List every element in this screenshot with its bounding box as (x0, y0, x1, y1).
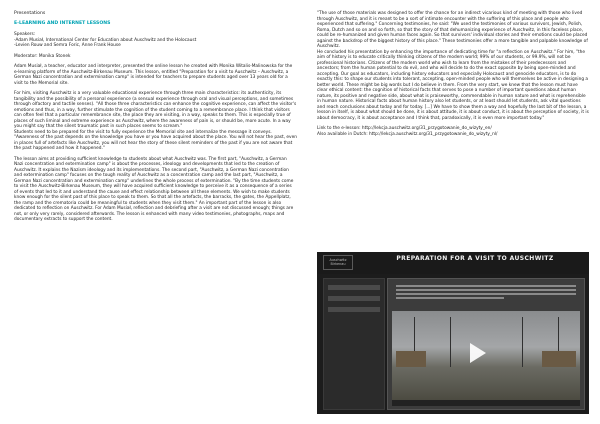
lesson-header (317, 252, 589, 274)
video-controls[interactable] (392, 400, 580, 406)
lesson-sidebar (323, 278, 385, 410)
article-heading: E-LEARNING AND INTERNET LESSONS (14, 21, 111, 26)
e-lesson-screenshot (317, 252, 589, 414)
dutch-lesson-link[interactable]: Also available in Dutch: http://lekcja.auschwitz.org/31_przygotowanie_do_wizyty_nl/ (317, 131, 498, 137)
play-icon[interactable] (470, 343, 486, 363)
video-player[interactable] (387, 278, 585, 410)
camp-photo (392, 311, 580, 401)
body-paragraph-1: Adam Musiał, a teacher, educator and interpreter, presented the online lesson he created with Monika Witalis-Malinowska for the e-learning platform of the Auschwitz-Birkenau Museum. This lesson, entitled "Preparation for a visit to Auschwitz – Auschwitz, a German Nazi concentration and extermination camp" is intended for teachers to prepare students aged over 13 years old for a visit to the Memorial site. (14, 64, 293, 86)
left-column (14, 11, 297, 223)
right-column (317, 11, 589, 137)
museum-logo: Auschwitz Birkenau (323, 255, 353, 270)
body-paragraph-2: For him, visiting Auschwitz is a very valuable educational experience through three main characteristics: its authenticity, its tangibility and the possibility of a personal experience (a sensual experience through oral and visual perceptions, and sometimes through olfactory and tactile senses). "All those three characteristics can enhance the cognitive experience, can affect the visitor's emotions and thus, in a way, further stimulate the cognition of the student coming to a remembrance place. I think that visitors can often feel that a particular remembrance site, the place they are visiting, in a way, speaks to them. This is especially true of places of such liminal and extreme experience as Auschwitz, where the awareness of pain is, or should be, more acute. In a way you might say that the silent traumatic past in such places seems to scream." Students need to be prepared for the visit to fully experience the Memorial site and internalize the message it conveys. "Awareness of the past depends on the knowledge you have or you have acquired about the place. You will not hear the past, even in places full of artefacts like Auschwitz, you will not hear the story of these silent reminders of the past if you are not aware that the past happened and how it happened." (14, 91, 297, 151)
e-lesson-link[interactable]: Link to the e-lesson: http://lekcja.auschwitz.org/31_przygotowanie_do_wizyty_en/ (317, 126, 492, 131)
speaker-1: -Adam Musiał, International Center for Education about Auschwitz and the Holocaust (14, 37, 197, 43)
moderator: Moderator: Monika Stonek (14, 53, 71, 59)
body-paragraph-4: "The use of those materials was designed to offer the chance for an indirect vicarious kind of meeting with those who lived through Auschwitz, and it is meant to be a sort of intimate encounter with the suffering of this place and people who experienced that suffering." Concerning testimonies, he said: "We used the testimonies of various survivors, Jewish, Polish, Roma, Dutch and so on and so forth, so that the story of that dehumanizing experience of Auschwitz, in this faceless place, could be re-humanized and given human faces again. So that survivors' individual stories and their emotions could be placed against the backdrop of the biggest history of this place." These testimonies offer a more tangible and palpable knowledge of Auschwitz. He concluded his presentation by enhancing the importance of dedicating time for "a reflection on Auschwitz." For him, "the aim of history is to educate critically thinking citizens of the modern world; 99% of our students, or 99.9%, will not be professional historians. Citizens of the modern world who wish to learn from the mistakes of their predecessors and ancestors; from the human potential to do evil, and who will decide to do the exact opposite by being open-minded and accepting. Our goal as educators, including history educators and especially Holocaust and genocide educators, is to do exactly this: to shape our students into tolerant, accepting, open-minded people who will themselves be active in designing a better world. These might be big words but I do believe in them. From the very start, we knew that the lesson must have clear ethical content: the cognition of historical facts that serves to pose a number of important questions about human nature, its positive and negative side, about what is praiseworthy, commendable in human nature and what is reprehensible in human nature. Historical facts about human history also let students, or at least should let students, ask vital questions and reach conclusions about today and for today. [...] We have to show them a way and hopefully the last bit of the lesson, a lesson in itself, is about what should be done, it is about attitude, it is about conduct, it is about the perception of society, it is about democracy, it is about acceptance and I think that, paradoxically, it is even more important today." (317, 11, 589, 121)
lesson-intro-text (396, 285, 576, 307)
section-title: Presentations (14, 11, 46, 16)
body-paragraph-3: The lesson aims at providing sufficient knowledge to students about what Auschwitz was. The first part, "Auschwitz, a German Nazi concentration and extermination camp" is about the processes, ideology and developments that led to the creation of Auschwitz. It explains the Nazism ideology and its implementations. The second part, "Auschwitz, a German Nazi concentration and extermination camp" focuses on the tough reality of Auschwitz as a concentration camp and the last part, "Auschwitz, a German Nazi concentration and extermination camp" underlines the whole process of extermination. "By the time students come to visit the Auschwitz-Birkenau Museum, they will have acquired sufficient knowledge to perceive it as a consequence of a series of events that led to it and understand the cause and effect relationship between all these elements. We wish to make students know enough for the silent past of this place to speak to them. So that all the artefacts, the barracks, the gates, the Appellplatz, the ramp and the crematoria could be meaningful to students when they visit them." An important part of the lesson is also dedicated to reflection on Auschwitz. For Adam Musiał, reflection and debriefing after a visit are not discussed enough; things are not, or only very rarely, considered afterwards. The lesson is enhanced with many video testimonies, photographs, maps and documentary extracts to support the content. (14, 156, 294, 222)
speaker-2: -Levien Rouw and Semra Foric, Anne Frank House (14, 43, 121, 48)
speakers-label: Speakers: (14, 32, 36, 37)
lesson-title: PREPARATION FOR A VISIT TO AUSCHWITZ (396, 255, 554, 262)
